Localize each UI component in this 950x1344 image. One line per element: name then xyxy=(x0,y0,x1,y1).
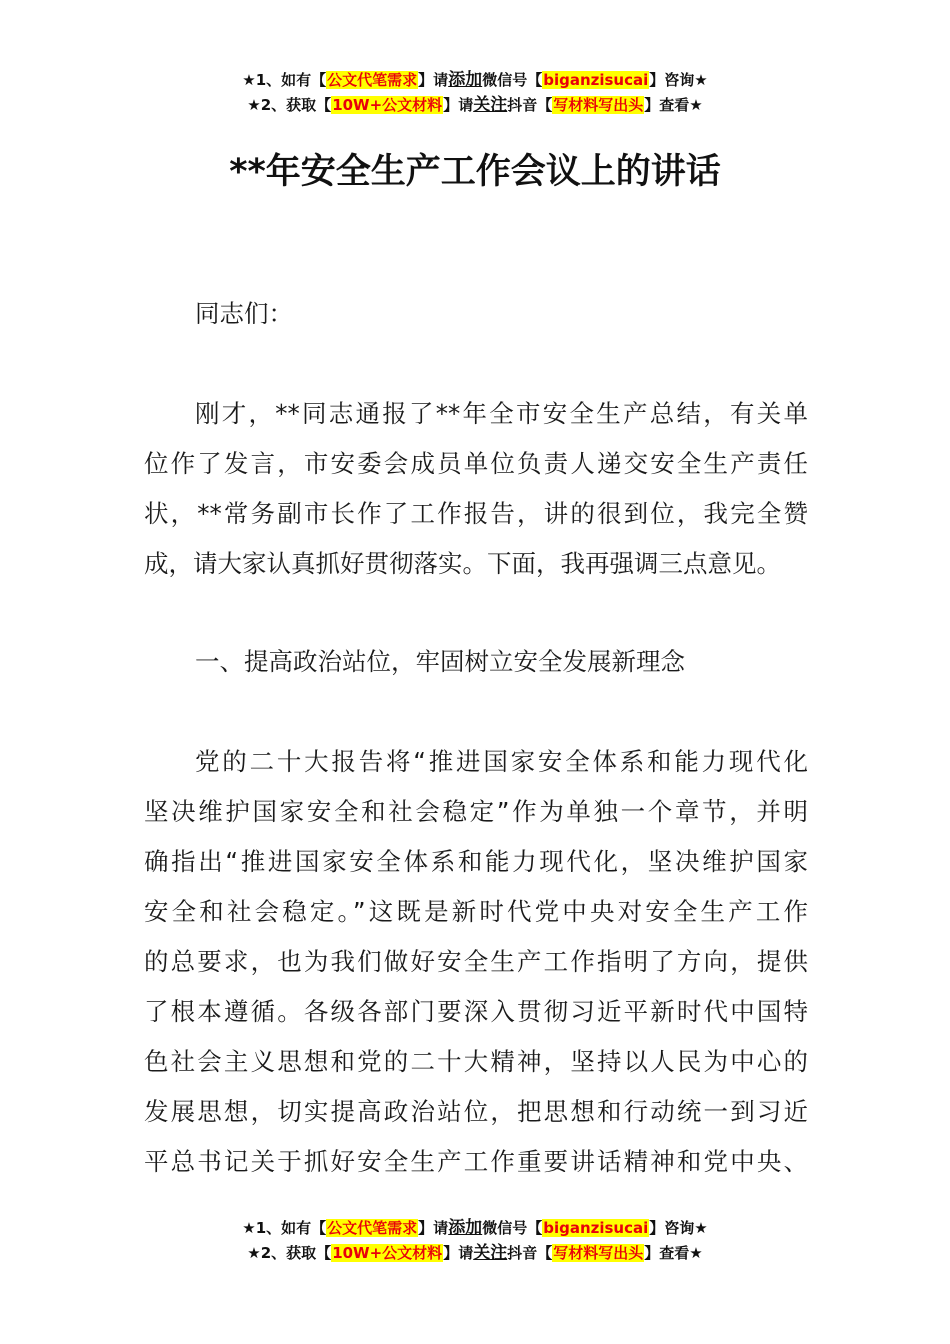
banner-text: 】请 xyxy=(418,71,449,89)
highlight-douyin-account: 写材料写出头 xyxy=(553,1244,644,1262)
highlight-wechat-id: biganzisucai xyxy=(543,71,649,89)
highlight-writing-service: 公文代笔需求 xyxy=(327,71,418,89)
banner-text: ★1、如有【 xyxy=(242,71,327,89)
highlight-douyin-account: 写材料写出头 xyxy=(553,96,644,114)
paragraph-line: 状，**常务副市长作了工作报告，讲的很到位，我完全赞 xyxy=(144,499,808,528)
paragraph-line: 位作了发言，市安委会成员单位负责人递交安全生产责任 xyxy=(144,449,808,478)
highlight-materials: 10W+公文材料 xyxy=(332,96,443,114)
banner-text: 微信号【 xyxy=(482,71,543,89)
paragraph-line: 平总书记关于抓好安全生产工作重要讲话精神和党中央、 xyxy=(144,1147,808,1176)
banner-text: 微信号【 xyxy=(482,1219,543,1237)
banner-text: 】咨询★ xyxy=(649,71,708,89)
banner-text: 】请 xyxy=(443,1244,474,1262)
paragraph-line: 党的二十大报告将“推进国家安全体系和能力现代化 xyxy=(195,747,808,776)
salutation xyxy=(144,289,808,339)
paragraph-line: 的总要求，也为我们做好安全生产工作指明了方向，提供 xyxy=(144,947,808,976)
highlight-materials: 10W+公文材料 xyxy=(332,1244,443,1262)
paragraph-line: 了根本遵循。各级各部门要深入贯彻习近平新时代中国特 xyxy=(144,997,808,1026)
underlined-add: 添加 xyxy=(448,70,483,90)
banner-text: ★1、如有【 xyxy=(242,1219,327,1237)
header-banner-line-2 xyxy=(0,93,950,118)
paragraph-section-one xyxy=(144,737,808,1187)
footer-banner-line-2 xyxy=(0,1241,950,1266)
section-heading-text: 一、提高政治站位，牢固树立安全发展新理念 xyxy=(195,647,685,676)
paragraph-line: 确指出“推进国家安全体系和能力现代化，坚决维护国家 xyxy=(144,847,808,876)
banner-text: 】咨询★ xyxy=(649,1219,708,1237)
banner-text: 】查看★ xyxy=(644,96,703,114)
underlined-follow: 关注 xyxy=(473,1243,508,1263)
paragraph-line: 刚才，**同志通报了**年全市安全生产总结，有关单 xyxy=(195,399,808,428)
paragraph-line: 色社会主义思想和党的二十大精神，坚持以人民为中心的 xyxy=(144,1047,808,1076)
banner-text: 】请 xyxy=(443,96,474,114)
paragraph-line: 坚决维护国家安全和社会稳定”作为单独一个章节，并明 xyxy=(144,797,808,826)
banner-text: 】请 xyxy=(418,1219,449,1237)
paragraph-line: 安全和社会稳定。”这既是新时代党中央对安全生产工作 xyxy=(144,897,808,926)
footer-banner xyxy=(0,1216,950,1266)
underlined-follow: 关注 xyxy=(473,95,508,115)
footer-banner-line-1 xyxy=(0,1216,950,1241)
section-heading xyxy=(144,637,808,687)
banner-text: 抖音【 xyxy=(507,96,553,114)
paragraph-opening xyxy=(144,389,808,589)
document-title: **年安全生产工作会议上的讲话 xyxy=(229,152,721,192)
banner-text: 抖音【 xyxy=(507,1244,553,1262)
banner-text: ★2、获取【 xyxy=(247,1244,332,1262)
banner-text: 】查看★ xyxy=(644,1244,703,1262)
header-banner-line-1 xyxy=(0,68,950,93)
highlight-writing-service: 公文代笔需求 xyxy=(327,1219,418,1237)
paragraph-line: 成，请大家认真抓好贯彻落实。下面，我再强调三点意见。 xyxy=(144,549,781,578)
paragraph-line: 发展思想，切实提高政治站位，把思想和行动统一到习近 xyxy=(144,1097,808,1126)
highlight-wechat-id: biganzisucai xyxy=(543,1219,649,1237)
underlined-add: 添加 xyxy=(448,1218,483,1238)
banner-text: ★2、获取【 xyxy=(247,96,332,114)
salutation-line: 同志们： xyxy=(195,299,293,328)
header-banner xyxy=(0,68,950,118)
